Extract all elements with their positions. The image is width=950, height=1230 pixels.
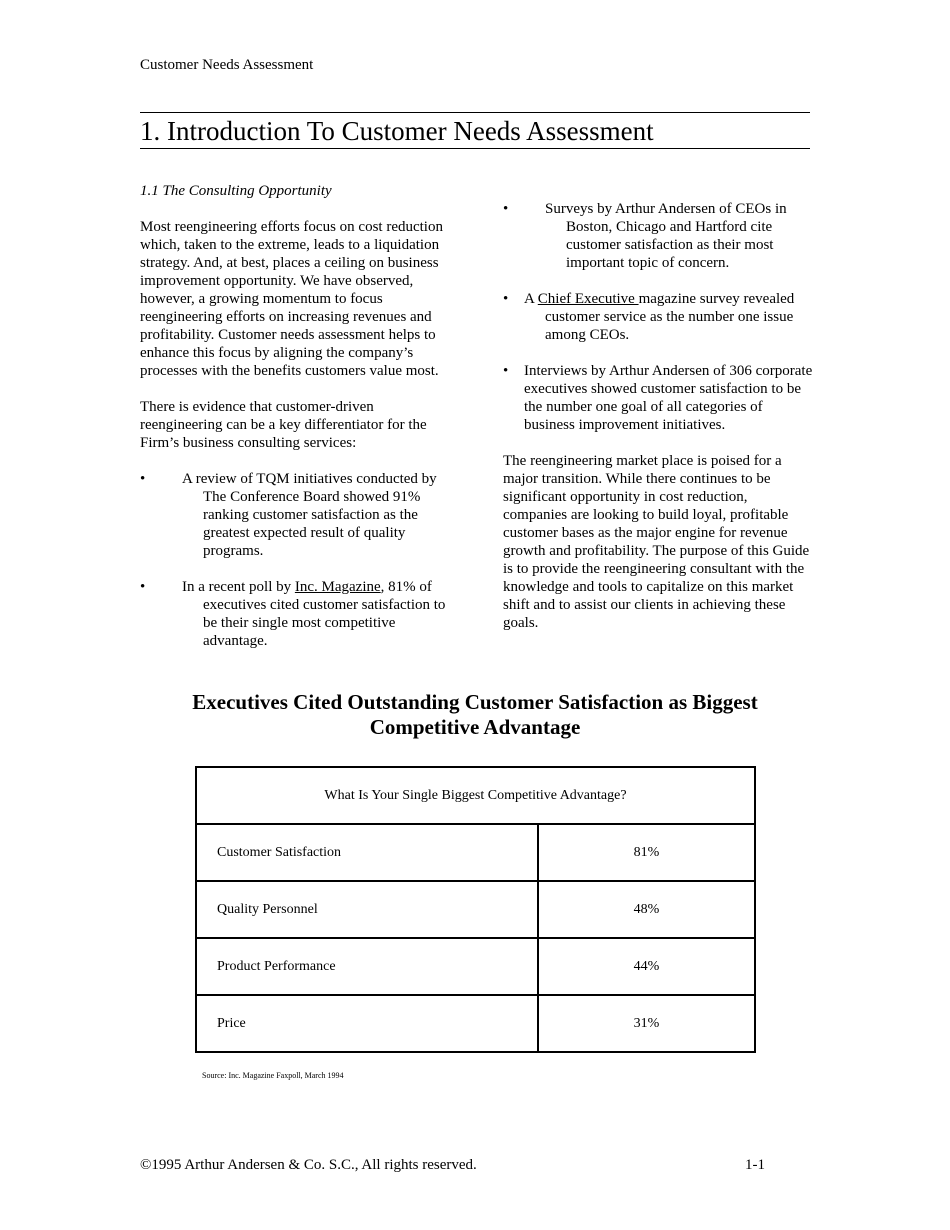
bullet-text-pre: In a recent poll by	[182, 579, 295, 595]
survey-question: What Is Your Single Biggest Competitive Advantage?	[196, 767, 755, 824]
row-value: 81%	[538, 824, 755, 881]
copyright: ©1995 Arthur Andersen & Co. S.C., All rights reserved.	[140, 1157, 477, 1173]
figure-source: Source: Inc. Magazine Faxpoll, March 1994	[202, 1071, 344, 1080]
row-label: Quality Personnel	[196, 881, 538, 938]
chief-executive-reference: Chief Executive	[537, 291, 639, 307]
bullet-icon: •	[140, 579, 146, 595]
section-heading: 1.1 The Consulting Opportunity	[140, 183, 332, 199]
intro-paragraph: Most reengineering efforts focus on cost reduction which, taken to the extreme, leads to a liquidation strategy. And, at best, places a ceiling on business improvement opportunity. We have observed, however, a growing momentum to focus reengineering efforts on increasing revenues and profitability. Customer needs assessment helps to enhance this focus by aligning the company’s processes with the benefits customers value most.	[140, 219, 443, 379]
title-bottom-rule	[140, 148, 810, 149]
bullet-icon: •	[503, 201, 509, 217]
table-header-row	[196, 767, 755, 824]
bullet-text: Surveys by Arthur Andersen of CEOs in Boston, Chicago and Hartford cite customer satisfaction as their most important topic of concern.	[545, 201, 787, 271]
bullet-text: Interviews by Arthur Andersen of 306 corporate executives showed customer satisfaction to be the number one goal of all categories of business improvement initiatives.	[524, 363, 813, 433]
row-value: 44%	[538, 938, 755, 995]
row-value: 48%	[538, 881, 755, 938]
right-column	[503, 200, 813, 650]
row-label: Price	[196, 995, 538, 1052]
bullet-text: A review of TQM initiatives conducted by The Conference Board showed 91% ranking customer satisfaction as the greatest expected result of quality programs.	[182, 471, 437, 559]
table-row	[196, 938, 755, 995]
left-column	[140, 182, 450, 668]
chapter-title: 1. Introduction To Customer Needs Assessment	[140, 116, 654, 146]
survey-table	[195, 766, 756, 1053]
bullet-text	[161, 578, 450, 650]
running-head: Customer Needs Assessment	[140, 57, 314, 73]
table-row	[196, 995, 755, 1052]
list-item	[503, 362, 813, 434]
bullet-icon: •	[140, 471, 146, 487]
figure-title: Executives Cited Outstanding Customer Satisfaction as Biggest Competitive Advantage	[192, 690, 758, 739]
table-row	[196, 881, 755, 938]
bullet-text	[524, 290, 813, 344]
row-label: Product Performance	[196, 938, 538, 995]
evidence-list	[140, 470, 450, 650]
page-number: 1-1	[745, 1157, 765, 1173]
title-top-rule	[140, 112, 810, 113]
list-item	[140, 578, 450, 650]
row-label: Customer Satisfaction	[196, 824, 538, 881]
bullet-icon: •	[503, 291, 509, 307]
evidence-paragraph: There is evidence that customer-driven reengineering can be a key differentiator for the Firm’s business consulting services:	[140, 399, 427, 451]
bullet-icon: •	[503, 363, 509, 379]
bullet-text-pre: A	[524, 291, 538, 307]
evidence-list-continued	[503, 200, 813, 434]
inc-magazine-reference: Inc. Magazine	[294, 579, 381, 595]
list-item	[140, 470, 450, 560]
list-item	[503, 290, 813, 344]
list-item	[503, 200, 813, 272]
bullet-text-post: magazine survey revealed customer service as the number one issue among CEOs.	[545, 291, 795, 343]
bullet-text-post: , 81% of executives cited customer satisfaction to be their single most competitive advantage.	[203, 579, 446, 649]
market-paragraph: The reengineering market place is poised for a major transition. While there continues to be significant opportunity in cost reduction, companies are looking to build loyal, profitable customer bases as the major engine for revenue growth and profitability. The purpose of this Guide is to provide the reengineering consultant with the knowledge and tools to capitalize on this market shift and to assist our clients in achieving these goals.	[503, 453, 810, 631]
row-value: 31%	[538, 995, 755, 1052]
table-row	[196, 824, 755, 881]
